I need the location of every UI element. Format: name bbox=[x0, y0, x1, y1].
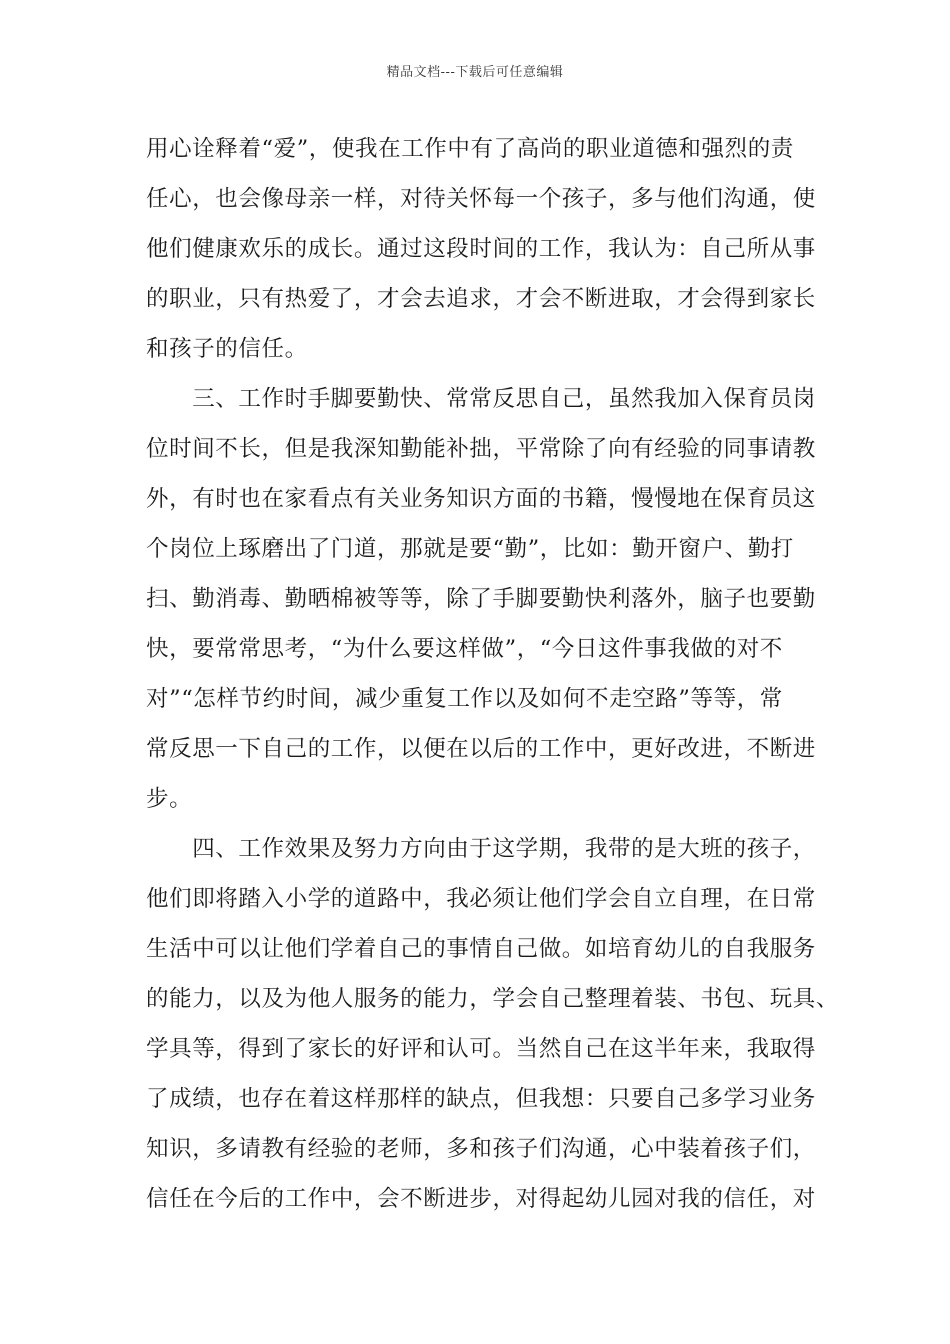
text-line: 快，要常常思考，“为什么要这样做”，“今日这件事我做的对不 bbox=[146, 636, 783, 662]
text-line: 扫、勤消毒、勤晒棉被等等，除了手脚要勤快利落外，脑子也要勤 bbox=[146, 586, 816, 612]
text-line: 三、工作时手脚要勤快、常常反思自己，虽然我加入保育员岗 bbox=[146, 386, 816, 412]
text-line: 的能力，以及为他人服务的能力，学会自己整理着装、书包、玩具、 bbox=[146, 986, 840, 1012]
page-header: 精品文档---下载后可任意编辑 bbox=[386, 65, 564, 80]
text-line: 他们即将踏入小学的道路中，我必须让他们学会自立自理，在日常 bbox=[146, 886, 816, 912]
text-line: 了成绩，也存在着这样那样的缺点，但我想：只要自己多学习业务 bbox=[146, 1086, 816, 1112]
text-line: 外，有时也在家看点有关业务知识方面的书籍，慢慢地在保育员这 bbox=[146, 486, 816, 512]
text-line: 步。 bbox=[146, 786, 193, 812]
text-line: 信任在今后的工作中，会不断进步，对得起幼儿园对我的信任，对 bbox=[146, 1186, 816, 1212]
text-line: 和孩子的信任。 bbox=[146, 336, 308, 362]
text-line: 个岗位上琢磨出了门道，那就是要“勤”，比如：勤开窗户、勤打 bbox=[146, 536, 794, 562]
text-line: 四、工作效果及努力方向由于这学期，我带的是大班的孩子， bbox=[146, 836, 816, 862]
text-line: 他们健康欢乐的成长。通过这段时间的工作，我认为：自己所从事 bbox=[146, 236, 816, 262]
text-line: 学具等，得到了家长的好评和认可。当然自己在这半年来，我取得 bbox=[146, 1036, 816, 1062]
text-line: 常反思一下自己的工作，以便在以后的工作中，更好改进，不断进 bbox=[146, 736, 816, 762]
document-body bbox=[146, 124, 840, 1224]
text-line: 用心诠释着“爱”，使我在工作中有了高尚的职业道德和强烈的责 bbox=[146, 136, 794, 162]
text-line: 的职业，只有热爱了，才会去追求，才会不断进取，才会得到家长 bbox=[146, 286, 816, 312]
text-line: 知识，多请教有经验的老师，多和孩子们沟通，心中装着孩子们， bbox=[146, 1136, 816, 1162]
text-line: 任心，也会像母亲一样，对待关怀每一个孩子，多与他们沟通，使 bbox=[146, 186, 816, 212]
text-line: 对”“怎样节约时间，减少重复工作以及如何不走空路”等等，常 bbox=[146, 686, 783, 712]
text-line: 位时间不长，但是我深知勤能补拙，平常除了向有经验的同事请教 bbox=[146, 436, 816, 462]
text-line: 生活中可以让他们学着自己的事情自己做。如培育幼儿的自我服务 bbox=[146, 936, 816, 962]
